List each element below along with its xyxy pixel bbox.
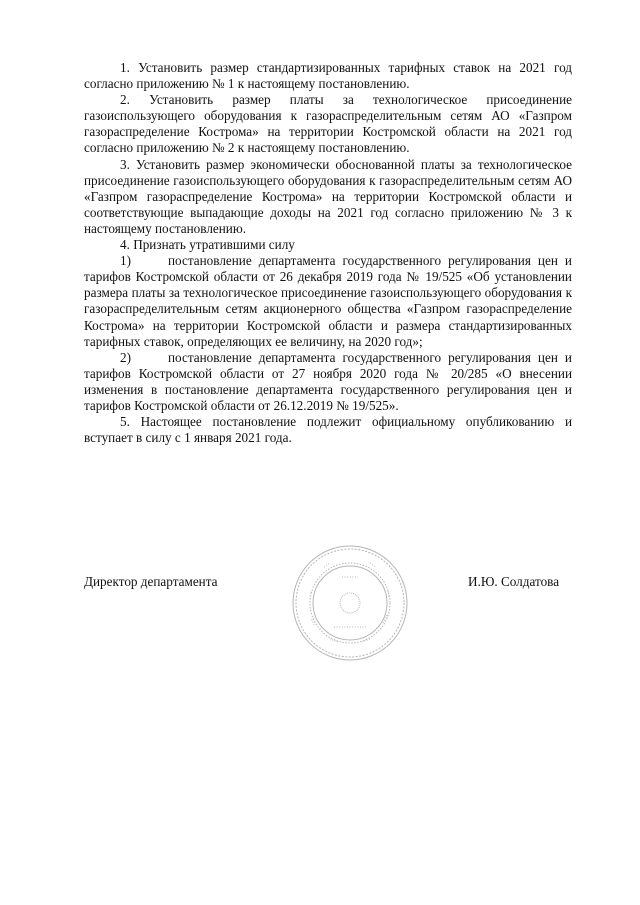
subitem-text: постановление департамента государственного регулирования цен и тарифов Костромской области от 27 ноября 2020 года № 20/285 «О внесении изменения в постановление департамента государственного регулирования цен и тарифов Костромской области от 26.12.2019 № 19/525».	[84, 349, 572, 413]
subitem-number: 2)	[120, 349, 131, 365]
subitem-1	[84, 253, 572, 350]
paragraph-5: 5. Настоящее постановление подлежит официальному опубликованию и вступает в силу с 1 января 2021 года.	[84, 414, 572, 446]
paragraph-1: 1. Установить размер стандартизированных тарифных ставок на 2021 год согласно приложению № 1 к настоящему постановлению.	[84, 60, 572, 92]
signature-position: Директор департамента	[84, 574, 218, 589]
subitem-number: 1)	[120, 253, 131, 269]
paragraph-2: 2. Установить размер платы за технологическое присоединение газоиспользующего оборудования к газораспределительным сетям АО «Газпром газораспределение Кострома» на территории Костромской области на 2021 год согласно приложению № 2 к настоящему постановлению.	[84, 92, 572, 156]
paragraph-4: 4. Признать утратившими силу	[120, 237, 295, 253]
document-body	[84, 60, 572, 446]
subitem-2	[84, 350, 572, 414]
subitem-text: постановление департамента государственного регулирования цен и тарифов Костромской области от 26 декабря 2019 года № 19/525 «Об установлении размера платы за технологическое присоединение газоиспользующего оборудования к газораспределительным сетям акционерного общества «Газпром газораспределение Кострома» на территории Костромской области и размера стандартизированных тарифных ставок, определяющих ее величину, на 2020 год»;	[84, 253, 572, 349]
official-stamp	[290, 543, 410, 663]
signature-name: И.Ю. Солдатова	[468, 574, 560, 589]
paragraph-3: 3. Установить размер экономически обоснованной платы за технологическое присоединение газоиспользующего оборудования к газораспределительным сетям АО «Газпром газораспределение Кострома» на территории Костромской области и соответствующие выпадающие доходы на 2021 год согласно приложению № 3 к настоящему постановлению.	[84, 156, 572, 236]
